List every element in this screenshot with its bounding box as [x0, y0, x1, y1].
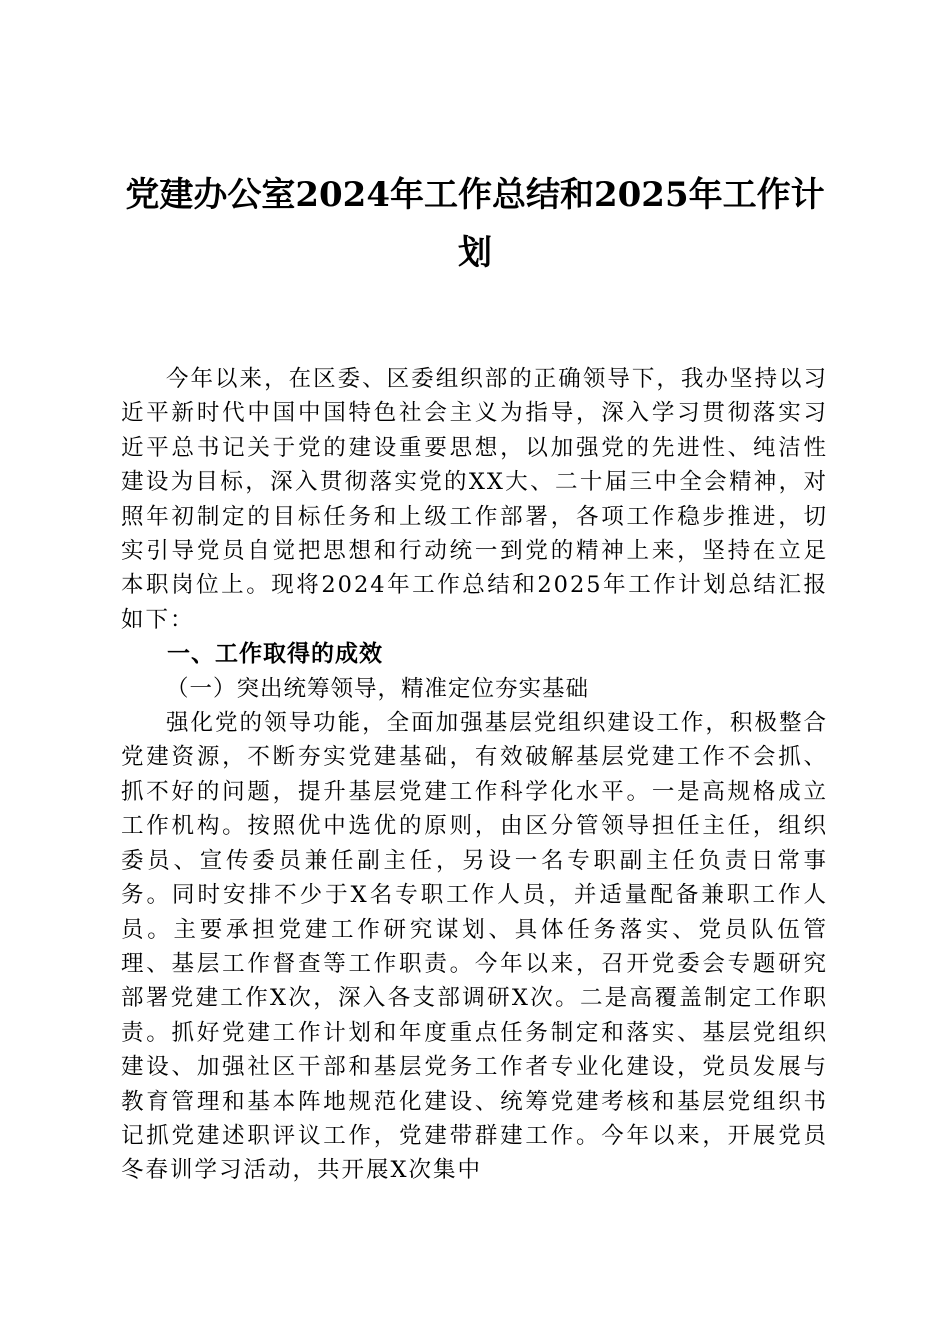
document-body	[121, 362, 828, 1188]
section-heading: 一、工作取得的成效	[167, 641, 383, 668]
document-title: 党建办公室2024年工作总结和2025年工作计划	[125, 175, 825, 273]
subsection-paragraph: 强化党的领导功能，全面加强基层党组织建设工作，积极整合党建资源，不断夯实党建基础，有效破解基层党建工作不会抓、抓不好的问题，提升基层党建工作科学化水平。一是高规格成立工作机构。按照优中选优的原则，由区分管领导担任主任，组织委员、宣传委员兼任副主任，另设一名专职副主任负责日常事务。同时安排不少于X名专职工作人员，并适量配备兼职工作人员。主要承担党建工作研究谋划、具体任务落实、党员队伍管理、基层工作督查等工作职责。今年以来，召开党委会专题研究部署党建工作X次，深入各支部调研X次。二是高覆盖制定工作职责。抓好党建工作计划和年度重点任务制定和落实、基层党组织建设、加强社区干部和基层党务工作者专业化建设，党员发展与教育管理和基本阵地规范化建设、统筹党建考核和基层党组织书记抓党建述职评议工作，党建带群建工作。今年以来，开展党员冬春训学习活动，共开展X次集中	[121, 710, 828, 1184]
intro-paragraph: 今年以来，在区委、区委组织部的正确领导下，我办坚持以习近平新时代中国中国特色社会主义为指导，深入学习贯彻落实习近平总书记关于党的建设重要思想，以加强党的先进性、纯洁性建设为目标，深入贯彻落实党的XX大、二十届三中全会精神，对照年初制定的目标任务和上级工作部署，各项工作稳步推进，切实引导党员自觉把思想和行动统一到党的精神上来，坚持在立足本职岗位上。现将2024年工作总结和2025年工作计划总结汇报如下：	[121, 366, 828, 633]
subsection-heading: （一）突出统筹领导，精准定位夯实基础	[166, 675, 590, 702]
